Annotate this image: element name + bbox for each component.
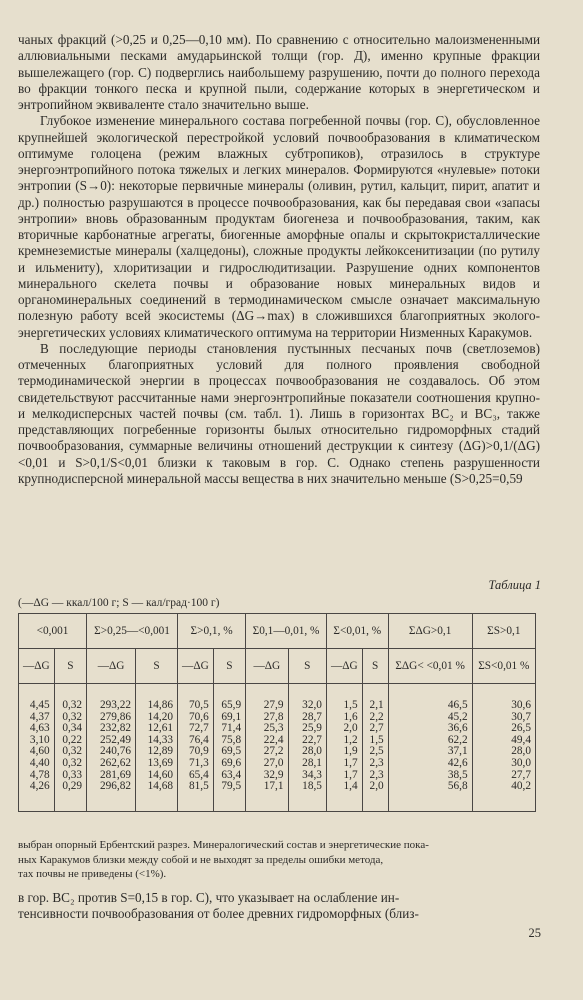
table-cell: 2,0 (326, 723, 362, 735)
table-cell: 72,7 (178, 723, 214, 735)
table-cell: 4,26 (19, 781, 55, 811)
table-footnote (18, 838, 536, 882)
table-cell: 4,40 (19, 758, 55, 770)
table-row (19, 781, 536, 811)
group-header: Σ>0,1, % (178, 614, 246, 649)
table-cell: 40,2 (472, 781, 535, 811)
group-header: Σ<0,01, % (326, 614, 388, 649)
table-cell: 14,20 (136, 712, 178, 724)
table-cell: 12,89 (136, 746, 178, 758)
group-header: <0,001 (19, 614, 87, 649)
table-cell: 25,9 (288, 723, 326, 735)
table-cell: 12,61 (136, 723, 178, 735)
table-cell: 281,69 (87, 770, 136, 782)
footnote-line: ных Каракумов близки между собой и не выходят за пределы ошибки метода, (18, 853, 384, 866)
table-cell: 2,3 (362, 770, 388, 782)
page-number: 25 (528, 926, 541, 940)
sub-header: —ΔG (178, 649, 214, 684)
table-cell: 30,7 (472, 712, 535, 724)
table-cell: 28,0 (288, 746, 326, 758)
table-cell: 22,7 (288, 735, 326, 747)
table-cell: 17,1 (246, 781, 288, 811)
table-cell: 3,10 (19, 735, 55, 747)
table-cell: 28,7 (288, 712, 326, 724)
data-table (18, 613, 536, 812)
sub-header: —ΔG (246, 649, 288, 684)
table-cell: 0,29 (54, 781, 86, 811)
table-cell: 1,5 (326, 684, 362, 712)
table-cell: 0,32 (54, 712, 86, 724)
table-cell: 79,5 (213, 781, 245, 811)
table-cell: 18,5 (288, 781, 326, 811)
continuation-text (18, 890, 540, 923)
table-row (19, 684, 536, 712)
table-cell: 76,4 (178, 735, 214, 747)
table-cell: 71,3 (178, 758, 214, 770)
paragraph-1: чаных фракций (>0,25 и 0,25—0,10 мм). По сравнению с относительно малоизмененными аллювиальными песками амударьинской толщи (гор. Д), именно крупные фракции вышележащего (гор. С) подверглись наибольшему разрушению, почти до полного перехода во фракции тонкого песка и крупной пыли, содержание которых в энергетическом и энтропийном эквиваленте стало значительно выше. (18, 32, 540, 112)
group-header: ΣS>0,1 (472, 614, 535, 649)
table-cell: 71,4 (213, 723, 245, 735)
table-cell: 1,2 (326, 735, 362, 747)
table-cell: 26,5 (472, 723, 535, 735)
table-cell: 30,0 (472, 758, 535, 770)
sub-header: —ΔG (87, 649, 136, 684)
table-cell: 34,3 (288, 770, 326, 782)
table-cell: 4,60 (19, 746, 55, 758)
table-cell: 14,60 (136, 770, 178, 782)
sub-header: ΣS<0,01 % (472, 649, 535, 684)
table-cell: 293,22 (87, 684, 136, 712)
table-cell: 70,6 (178, 712, 214, 724)
table-cell: 69,5 (213, 746, 245, 758)
paragraph-3: В последующие периоды становления пустынных песчаных почв (светлоземов) отмеченных благоприятных условий для полного проявления свободной термодинамической энергии в процессах почвообразования не создавалось. Об этом свидетельствуют рассчитанные нами энергоэнтропийные показатели соотношения крупно- и мелкодисперсных частей почвы (см. табл. 1). Лишь в горизонтах ВС₂ и ВС₃, также представляющих погребенные горизонты былых относительно гидроморфных стадий почвообразования, суммарные величины отношений деструкции к синтезу (ΔG)>0,1/(ΔG)<0,01 и S>0,1/S<0,01 близки к таковым в гор. С. Однако степень разрушенности крупнодисперсной минеральной массы вещества в них значительно меньше (S>0,25=0,59 (18, 340, 540, 486)
table-cell: 14,86 (136, 684, 178, 712)
table-cell: 2,3 (362, 758, 388, 770)
sub-header: —ΔG (19, 649, 55, 684)
table-cell: 0,32 (54, 758, 86, 770)
table-cell: 27,2 (246, 746, 288, 758)
table-cell: 37,1 (388, 746, 472, 758)
paragraph-2: Глубокое изменение минерального состава погребенной почвы (гор. С), обусловленное крупнейшей экологической перестройкой условий почвообразования в климатическом оптимуме голоцена (режим влажных субтропиков), отразилось в структуре энергоэнтропийного потока тяжелых и легких минералов. Формируются «нулевые» потоки энтропии (S→0): некоторые первичные минералы (оливин, рутил, кальцит, пирит, апатит и др.) полностью разрушаются в процессе почвообразования, как бы передавая свои «запасы энтропии» вновь образованным продуктам биогенеза и почвообразования, таким, как вторичные карбонатные агрегаты, биогенные аморфные опалы и скрытокристаллические кремнеземистые минералы (халцедоны), сложные продукты лейкоксенитизации (по рутилу и ильмениту), хлоритизации и гидрослюдитизации. Разрушение одних компонентов минерального скелета почвы и образование новых минеральных видов и органоминеральных соединений в термодинамическом смысле означает максимальную полезную работу всей экосистемы (ΔG→max) в сложившихся благоприятных эколого-энергетических условиях климатического оптимума на территории Низменных Каракумов. (18, 113, 540, 340)
table-cell: 13,69 (136, 758, 178, 770)
table-cell: 14,68 (136, 781, 178, 811)
table-cell: 62,2 (388, 735, 472, 747)
table-cell: 70,9 (178, 746, 214, 758)
sub-header: S (54, 649, 86, 684)
text-line: тенсивности почвообразования от более древних гидроморфных (близ- (18, 906, 419, 922)
table-cell: 232,82 (87, 723, 136, 735)
table-cell: 70,5 (178, 684, 214, 712)
text-line: в гор. ВС₂ против S=0,15 в гор. С), что указывает на ослабление ин- (18, 890, 400, 905)
sub-header: ΣΔG< <0,01 % (388, 649, 472, 684)
table-cell: 2,7 (362, 723, 388, 735)
table-cell: 28,0 (472, 746, 535, 758)
table-cell: 27,8 (246, 712, 288, 724)
table-sub-header-row (19, 649, 536, 684)
table-cell: 262,62 (87, 758, 136, 770)
table-cell: 296,82 (87, 781, 136, 811)
table-units: (—ΔG — ккал/100 г; S — кал/град·100 г) (18, 597, 220, 609)
table-cell: 27,0 (246, 758, 288, 770)
table-cell: 1,4 (326, 781, 362, 811)
table-cell: 0,32 (54, 746, 86, 758)
table-cell: 38,5 (388, 770, 472, 782)
table-cell: 4,78 (19, 770, 55, 782)
table-cell: 28,1 (288, 758, 326, 770)
sub-header: S (288, 649, 326, 684)
table-cell: 4,37 (19, 712, 55, 724)
table-cell: 69,6 (213, 758, 245, 770)
table-cell: 65,4 (178, 770, 214, 782)
table-cell: 0,22 (54, 735, 86, 747)
sub-header: S (362, 649, 388, 684)
table-cell: 1,5 (362, 735, 388, 747)
sub-header: S (136, 649, 178, 684)
table-cell: 45,2 (388, 712, 472, 724)
footnote-line: тах почвы не приведены (<1%). (18, 868, 167, 880)
table-cell: 81,5 (178, 781, 214, 811)
group-header: ΣΔG>0,1 (388, 614, 472, 649)
table-cell: 252,49 (87, 735, 136, 747)
body-text (18, 32, 540, 487)
table-cell: 0,32 (54, 684, 86, 712)
table-cell: 1,7 (326, 758, 362, 770)
table-cell: 42,6 (388, 758, 472, 770)
table-cell: 56,8 (388, 781, 472, 811)
table-caption: Таблица 1 (488, 578, 541, 592)
footnote-line: выбран опорный Ербентский разрез. Минералогический состав и энергетические пока- (18, 839, 429, 851)
table-cell: 32,0 (288, 684, 326, 712)
table-cell: 30,6 (472, 684, 535, 712)
table-cell: 1,7 (326, 770, 362, 782)
table-cell: 63,4 (213, 770, 245, 782)
table-cell: 14,33 (136, 735, 178, 747)
table-body (19, 684, 536, 812)
table-cell: 2,5 (362, 746, 388, 758)
table-cell: 27,9 (246, 684, 288, 712)
table-cell: 240,76 (87, 746, 136, 758)
table-cell: 2,1 (362, 684, 388, 712)
sub-header: —ΔG (326, 649, 362, 684)
table-cell: 49,4 (472, 735, 535, 747)
table-cell: 0,34 (54, 723, 86, 735)
group-header: Σ>0,25—<0,001 (87, 614, 178, 649)
table-cell: 1,6 (326, 712, 362, 724)
table-cell: 2,2 (362, 712, 388, 724)
sub-header: S (213, 649, 245, 684)
table-cell: 1,9 (326, 746, 362, 758)
table-cell: 279,86 (87, 712, 136, 724)
table-cell: 22,4 (246, 735, 288, 747)
table-cell: 4,45 (19, 684, 55, 712)
group-header: Σ0,1—0,01, % (246, 614, 327, 649)
table-cell: 75,8 (213, 735, 245, 747)
table-cell: 69,1 (213, 712, 245, 724)
table-cell: 46,5 (388, 684, 472, 712)
table-cell: 0,33 (54, 770, 86, 782)
table-cell: 32,9 (246, 770, 288, 782)
table-group-header-row (19, 614, 536, 649)
table-row (19, 758, 536, 770)
table-cell: 36,6 (388, 723, 472, 735)
table-cell: 2,0 (362, 781, 388, 811)
table-cell: 27,7 (472, 770, 535, 782)
table-cell: 4,63 (19, 723, 55, 735)
table-cell: 25,3 (246, 723, 288, 735)
table-cell: 65,9 (213, 684, 245, 712)
